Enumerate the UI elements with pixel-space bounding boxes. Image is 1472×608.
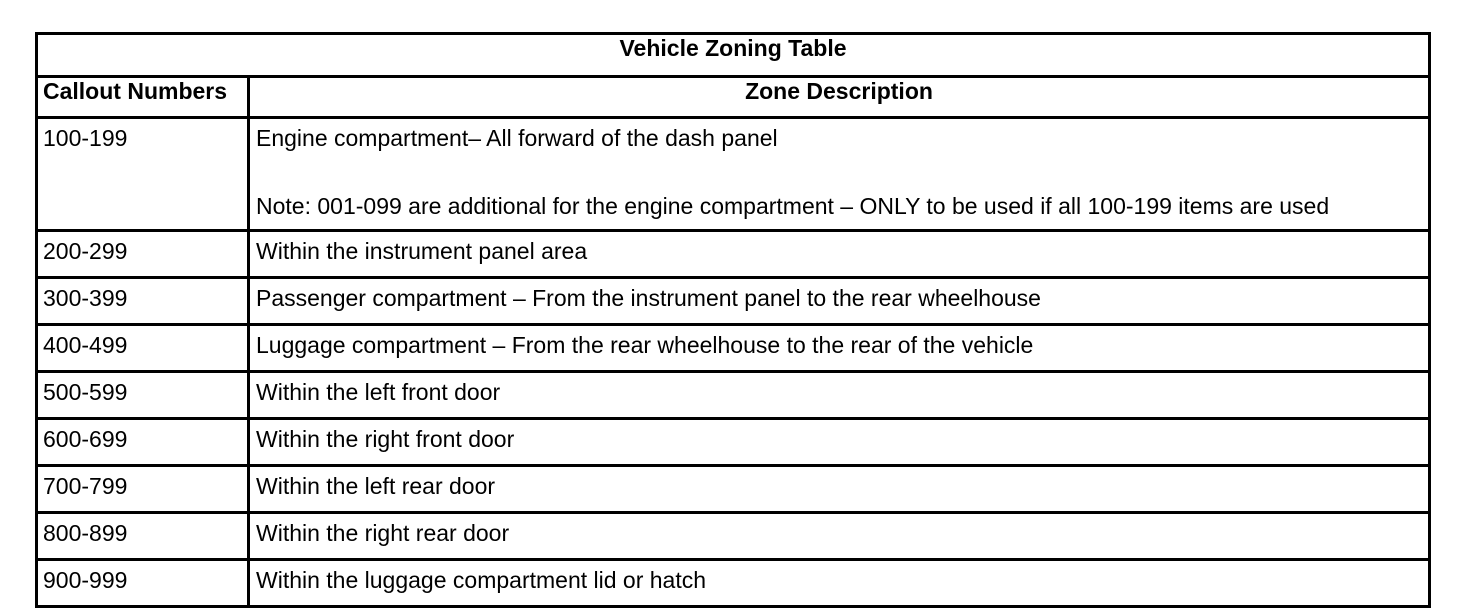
table-row (37, 278, 1430, 325)
table-row (37, 325, 1430, 372)
table-title: Vehicle Zoning Table (37, 34, 1430, 77)
callout-cell: 600-699 (37, 419, 249, 466)
description-cell: Passenger compartment – From the instrument panel to the rear wheelhouse (249, 278, 1430, 325)
callout-cell: 300-399 (37, 278, 249, 325)
table-row (37, 560, 1430, 607)
table-row (37, 231, 1430, 278)
description-cell: Within the right front door (249, 419, 1430, 466)
table-title-row (37, 34, 1430, 77)
table-row (37, 419, 1430, 466)
table-row (37, 466, 1430, 513)
callout-cell: 700-799 (37, 466, 249, 513)
description-cell: Within the left front door (249, 372, 1430, 419)
table-row (37, 372, 1430, 419)
callout-cell: 400-499 (37, 325, 249, 372)
column-header-callout: Callout Numbers (37, 77, 249, 118)
column-header-description: Zone Description (249, 77, 1430, 118)
callout-cell: 800-899 (37, 513, 249, 560)
callout-cell: 900-999 (37, 560, 249, 607)
description-cell (249, 118, 1430, 231)
description-cell: Within the luggage compartment lid or hatch (249, 560, 1430, 607)
table-row (37, 118, 1430, 231)
table-row (37, 513, 1430, 560)
description-cell: Within the instrument panel area (249, 231, 1430, 278)
description-cell: Within the right rear door (249, 513, 1430, 560)
description-cell: Luggage compartment – From the rear wheelhouse to the rear of the vehicle (249, 325, 1430, 372)
vehicle-zoning-table (35, 32, 1431, 608)
description-text: Engine compartment– All forward of the dash panel (256, 125, 778, 151)
table-header-row (37, 77, 1430, 118)
callout-cell: 500-599 (37, 372, 249, 419)
callout-cell: 100-199 (37, 118, 249, 231)
callout-cell: 200-299 (37, 231, 249, 278)
note-text: Note: 001-099 are additional for the engine compartment – ONLY to be used if all 100-199 items are used (256, 193, 1330, 219)
description-cell: Within the left rear door (249, 466, 1430, 513)
